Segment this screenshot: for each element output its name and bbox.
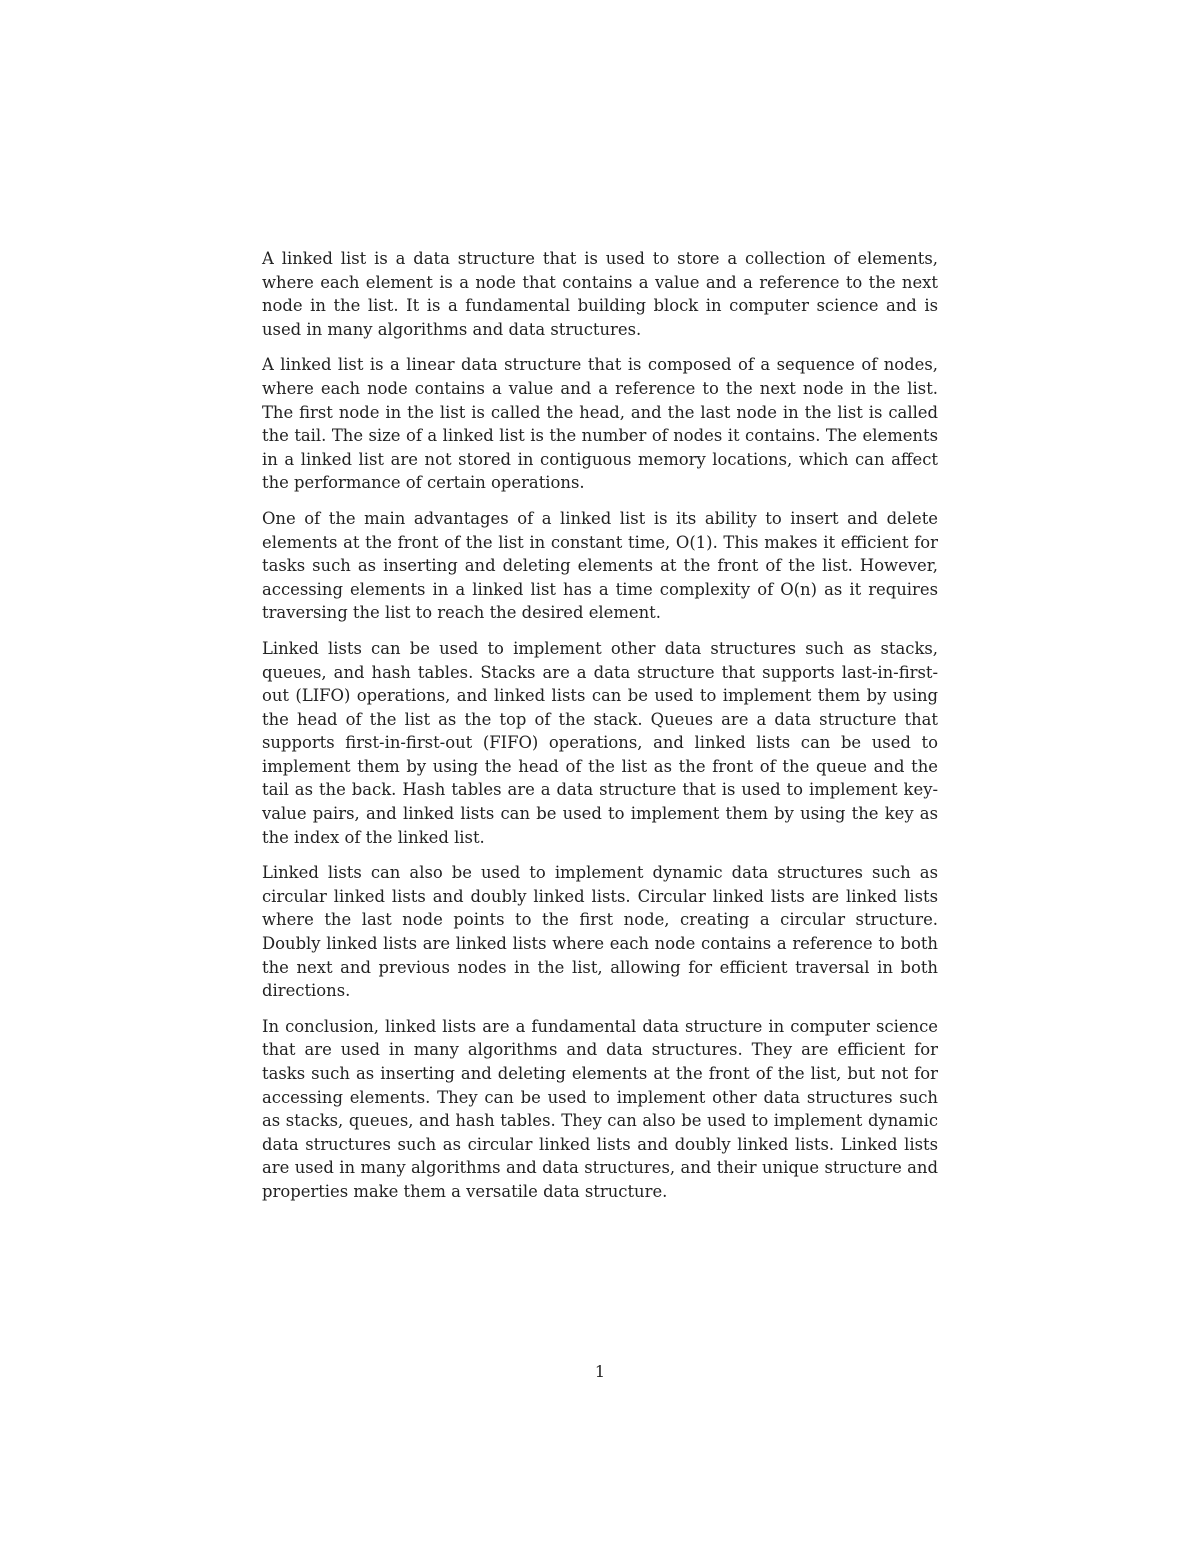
paragraph-2: A linked list is a linear data structure that is composed of a sequence of nodes, where each node contains a value and a reference to the next node in the list. The first node in the list is called the head, and the last node in the list is called the tail. The size of a linked list is the number of nodes it contains. The elements in a linked list are not stored in contiguous memory locations, which can affect the performance of certain operations. bbox=[262, 355, 938, 493]
page-number: 1 bbox=[594, 1362, 606, 1381]
paragraph-3: One of the main advantages of a linked list is its ability to insert and delete elements at the front of the list in constant time, O(1). This makes it efficient for tasks such as inserting and deleting elements at the front of the list. However, accessing elements in a linked list has a time complexity of O(n) as it requires traversing the list to reach the desired element. bbox=[262, 508, 938, 623]
paragraph-5: Linked lists can also be used to implement dynamic data structures such as circular linked lists and doubly linked lists. Circular linked lists are linked lists where the last node points to the first node, creating a circular structure. Doubly linked lists are linked lists where each node contains a reference to both the next and previous nodes in the list, allowing for efficient traversal in both directions. bbox=[262, 863, 938, 1001]
paragraph-4: Linked lists can be used to implement other data structures such as stacks, queues, and hash tables. Stacks are a data structure that supports last-in-first-out (LIFO) operations, and linked lists can be used to implement them by using the head of the list as the top of the stack. Queues are a data structure that supports first-in-first-out (FIFO) operations, and linked lists can be used to implement them by using the head of the list as the front of the queue and the tail as the back. Hash tables are a data structure that is used to implement key-value pairs, and linked lists can be used to implement them by using the key as the index of the linked list. bbox=[262, 638, 938, 847]
paragraph-1: A linked list is a data structure that is used to store a collection of elements, where each element is a node that contains a value and a reference to the next node in the list. It is a fundamental building block in computer science and is used in many algorithms and data structures. bbox=[262, 249, 938, 339]
body-text bbox=[262, 247, 938, 1216]
paragraph-6: In conclusion, linked lists are a fundamental data structure in computer science that are used in many algorithms and data structures. They are efficient for tasks such as inserting and deleting elements at the front of the list, but not for accessing elements. They can be used to implement other data structures such as stacks, queues, and hash tables. They can also be used to implement dynamic data structures such as circular linked lists and doubly linked lists. Linked lists are used in many algorithms and data structures, and their unique structure and properties make them a versatile data structure. bbox=[262, 1016, 938, 1201]
